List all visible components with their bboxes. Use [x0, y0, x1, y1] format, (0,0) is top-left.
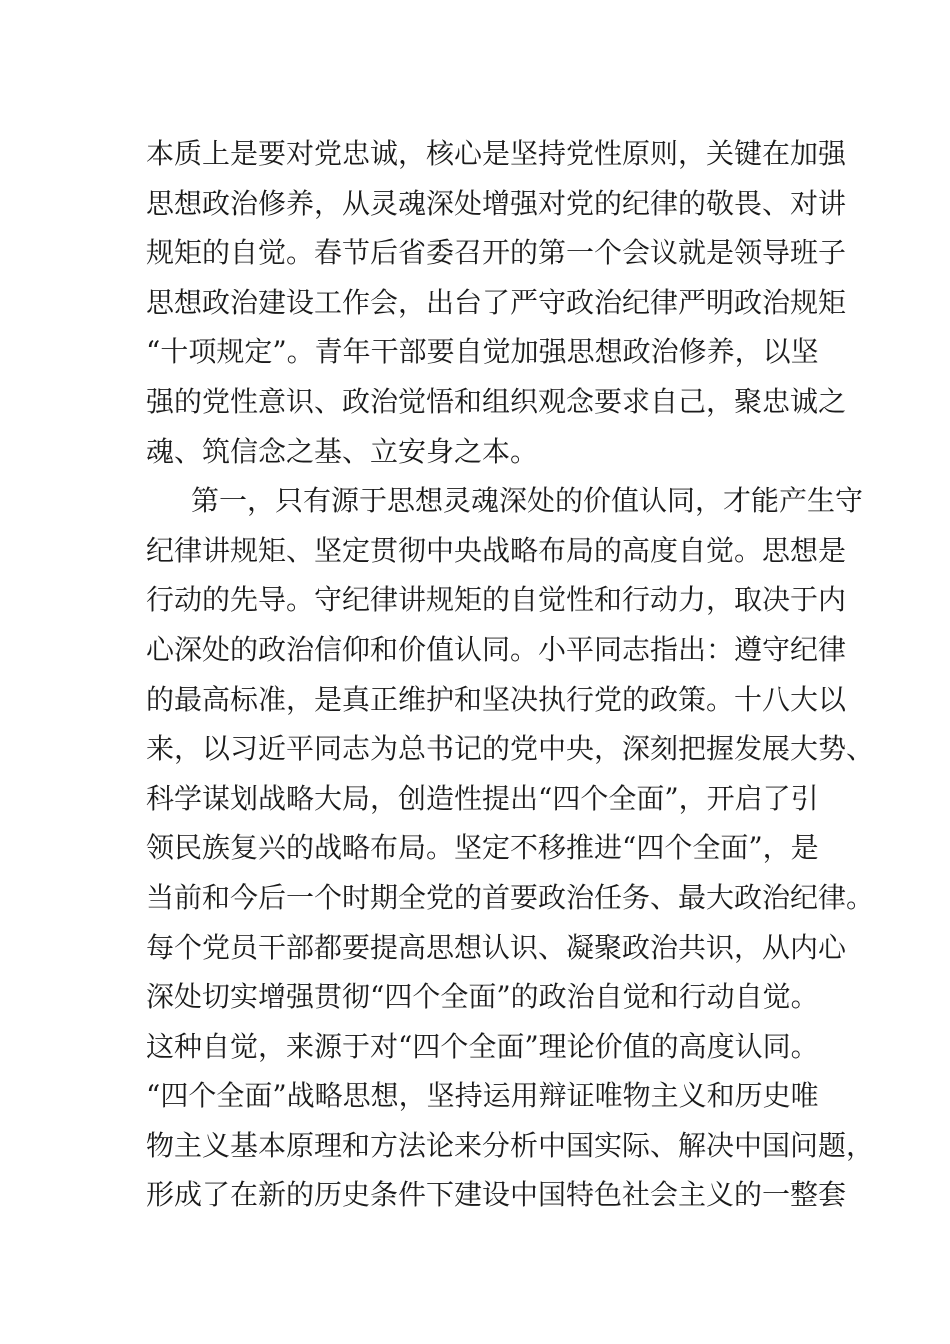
text-line-9: 纪律讲规矩、坚定贯彻中央战略布局的高度自觉。思想是 — [146, 533, 847, 567]
text-line-6: 强的党性意识、政治觉悟和组织观念要求自己，聚忠诚之 — [146, 384, 847, 418]
text-line-19: 这种自觉，来源于对“四个全面”理论价值的高度认同。 — [146, 1029, 819, 1063]
text-line-16: 当前和今后一个时期全党的首要政治任务、最大政治纪律。 — [146, 880, 875, 914]
text-line-15: 领民族复兴的战略布局。坚定不移推进“四个全面”，是 — [146, 831, 819, 865]
text-line-14: 科学谋划战略大局，创造性提出“四个全面”，开启了引 — [146, 781, 819, 815]
text-line-4: 思想政治建设工作会，出台了严守政治纪律严明政治规矩 — [146, 285, 847, 319]
text-line-13: 来，以习近平同志为总书记的党中央，深刻把握发展大势、 — [146, 732, 875, 766]
text-line-10: 行动的先导。守纪律讲规矩的自觉性和行动力，取决于内 — [146, 583, 847, 617]
text-line-1: 本质上是要对党忠诚，核心是坚持党性原则，关键在加强 — [146, 137, 847, 170]
body-text — [146, 129, 875, 1220]
text-line-22: 形成了在新的历史条件下建设中国特色社会主义的一整套 — [146, 1178, 847, 1212]
text-line-18: 深处切实增强贯彻“四个全面”的政治自觉和行动自觉。 — [146, 980, 819, 1014]
text-line-2: 思想政治修养，从灵魂深处增强对党的纪律的敬畏、对讲 — [146, 186, 847, 220]
text-line-21: 物主义基本原理和方法论来分析中国实际、解决中国问题， — [146, 1128, 875, 1162]
text-line-20: “四个全面”战略思想，坚持运用辩证唯物主义和历史唯 — [146, 1079, 819, 1113]
text-line-5: “十项规定”。青年干部要自觉加强思想政治修养，以坚 — [146, 335, 819, 369]
text-line-11: 心深处的政治信仰和价值认同。小平同志指出：遵守纪律 — [146, 632, 847, 666]
text-line-12: 的最高标准，是真正维护和坚决执行党的政策。十八大以 — [146, 682, 847, 716]
text-line-8: 第一，只有源于思想灵魂深处的价值认同，才能产生守 — [191, 484, 864, 518]
text-line-17: 每个党员干部都要提高思想认识、凝聚政治共识，从内心 — [146, 930, 847, 964]
text-line-7: 魂、筑信念之基、立安身之本。 — [146, 434, 539, 468]
text-line-3: 规矩的自觉。春节后省委召开的第一个会议就是领导班子 — [146, 236, 847, 270]
